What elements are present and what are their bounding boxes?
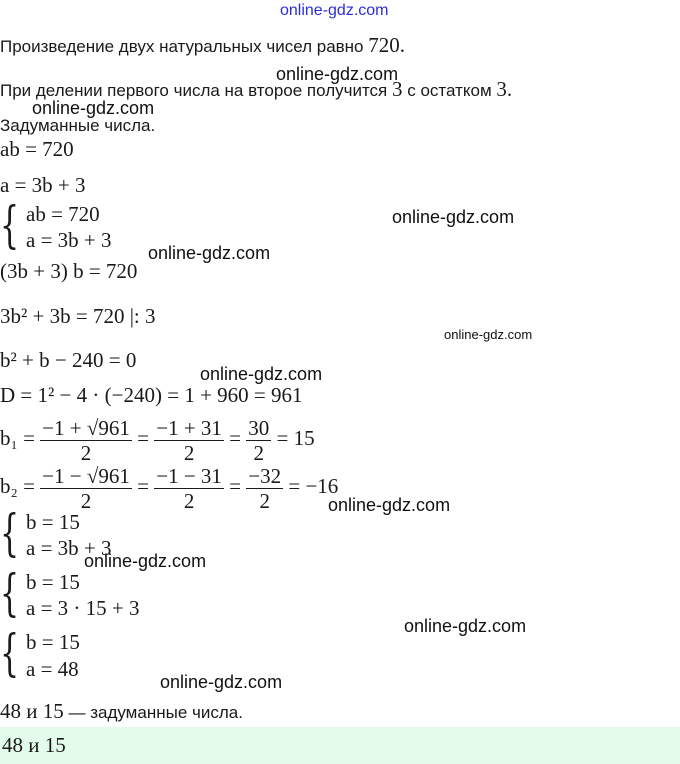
system-1-bottom: a = 3b + 3 xyxy=(26,228,112,252)
system-3-top: b = 15 xyxy=(26,570,80,594)
system-2-top: b = 15 xyxy=(26,510,80,534)
root-b1-fraction-3-num: 30 xyxy=(248,415,270,440)
intro-line-2-text-b: с остатком xyxy=(407,81,492,100)
watermark-6: online-gdz.com xyxy=(200,364,323,384)
root-b1-result: = 15 xyxy=(276,426,315,450)
equation-quadratic: b² + b − 240 = 0 xyxy=(0,348,137,372)
system-2-bottom: a = 3b + 3 xyxy=(26,536,112,560)
root-b2-fraction-3 xyxy=(246,464,283,513)
root-b2-fraction-2-num: −1 − 31 xyxy=(156,463,222,488)
root-b2-fraction-1-num: −1 − √961 xyxy=(42,463,130,488)
intro-line-1-text: Произведение двух натуральных чисел равно xyxy=(0,37,364,56)
system-2-brace: { xyxy=(0,504,20,562)
watermark-9: online-gdz.com xyxy=(404,616,527,636)
equation-product: ab = 720 xyxy=(0,137,74,161)
root-b2-fraction-1-den: 2 xyxy=(80,488,92,513)
watermark-7: online-gdz.com xyxy=(328,495,451,515)
system-3-brace: { xyxy=(0,564,20,622)
watermark-top: online-gdz.com xyxy=(280,2,389,19)
watermark-2: online-gdz.com xyxy=(32,98,155,118)
equation-discriminant: D = 1² − 4 · (−240) = 1 + 960 = 961 xyxy=(0,383,303,407)
watermark-4: online-gdz.com xyxy=(148,243,271,263)
system-1-brace: { xyxy=(0,196,20,254)
conclusion xyxy=(0,699,243,724)
conclusion-numbers: 48 и 15 xyxy=(0,699,64,723)
root-b1-fraction-1 xyxy=(40,416,132,465)
intro-line-2-number-b: 3. xyxy=(496,77,513,101)
equation-substitution: (3b + 3) b = 720 xyxy=(0,259,138,283)
watermark-8: online-gdz.com xyxy=(84,551,207,571)
root-b1: b₁ = $\frac{-1 + √961}{2}$ = $\frac{-1 + 31}{2}$ = $\frac{30}{2}$ = 15 xyxy=(0,415,315,465)
system-1-top: ab = 720 xyxy=(26,202,100,226)
root-b2-fraction-1 xyxy=(40,464,132,513)
system-4-top: b = 15 xyxy=(26,630,80,654)
root-b1-fraction-2-num: −1 + 31 xyxy=(156,415,222,440)
equation-division: a = 3b + 3 xyxy=(0,173,86,197)
intro-line-1 xyxy=(0,33,405,58)
root-b1-label: b₁ = xyxy=(0,426,35,450)
root-b1-fraction-1-num: −1 + √961 xyxy=(42,415,130,440)
intro-line-1-number: 720. xyxy=(368,33,406,57)
root-b1-fraction-1-den: 2 xyxy=(80,440,92,465)
answer-box xyxy=(0,727,680,764)
root-b1-fraction-3-den: 2 xyxy=(253,440,265,465)
watermark-5: online-gdz.com xyxy=(444,327,533,342)
answer-text: 48 и 15 xyxy=(2,733,66,757)
intro-line-2-text-a: При делении первого числа на второе получится xyxy=(0,81,388,100)
system-3-bottom: a = 3 · 15 + 3 xyxy=(26,596,140,620)
root-b2-fraction-3-den: 2 xyxy=(259,488,270,513)
equation-expanded: 3b² + 3b = 720 |: 3 xyxy=(0,304,156,328)
root-b1-fraction-2 xyxy=(154,416,224,465)
system-4-bottom: a = 48 xyxy=(26,657,79,681)
root-b1-fraction-2-den: 2 xyxy=(183,440,195,465)
root-b2-label: b₂ = xyxy=(0,474,35,498)
intro-line-3: Задуманные числа. xyxy=(0,116,156,135)
intro-line-2-number-a: 3 xyxy=(392,77,403,101)
conclusion-text: — задуманные числа. xyxy=(68,703,243,722)
watermark-3: online-gdz.com xyxy=(392,207,515,227)
root-b2-fraction-2 xyxy=(154,464,224,513)
root-b2: b₂ = $\frac{-1 - √961}{2}$ = $\frac{-1 - 31}{2}$ = $\frac{-32}{2}$ = −16 xyxy=(0,463,339,513)
watermark-10: online-gdz.com xyxy=(160,672,283,692)
root-b1-fraction-3 xyxy=(246,416,271,465)
system-4-brace: { xyxy=(0,624,20,682)
root-b2-fraction-2-den: 2 xyxy=(183,488,195,513)
root-b2-result: = −16 xyxy=(288,474,339,498)
root-b2-fraction-3-num: −32 xyxy=(248,463,282,488)
watermark-1: online-gdz.com xyxy=(276,64,399,84)
